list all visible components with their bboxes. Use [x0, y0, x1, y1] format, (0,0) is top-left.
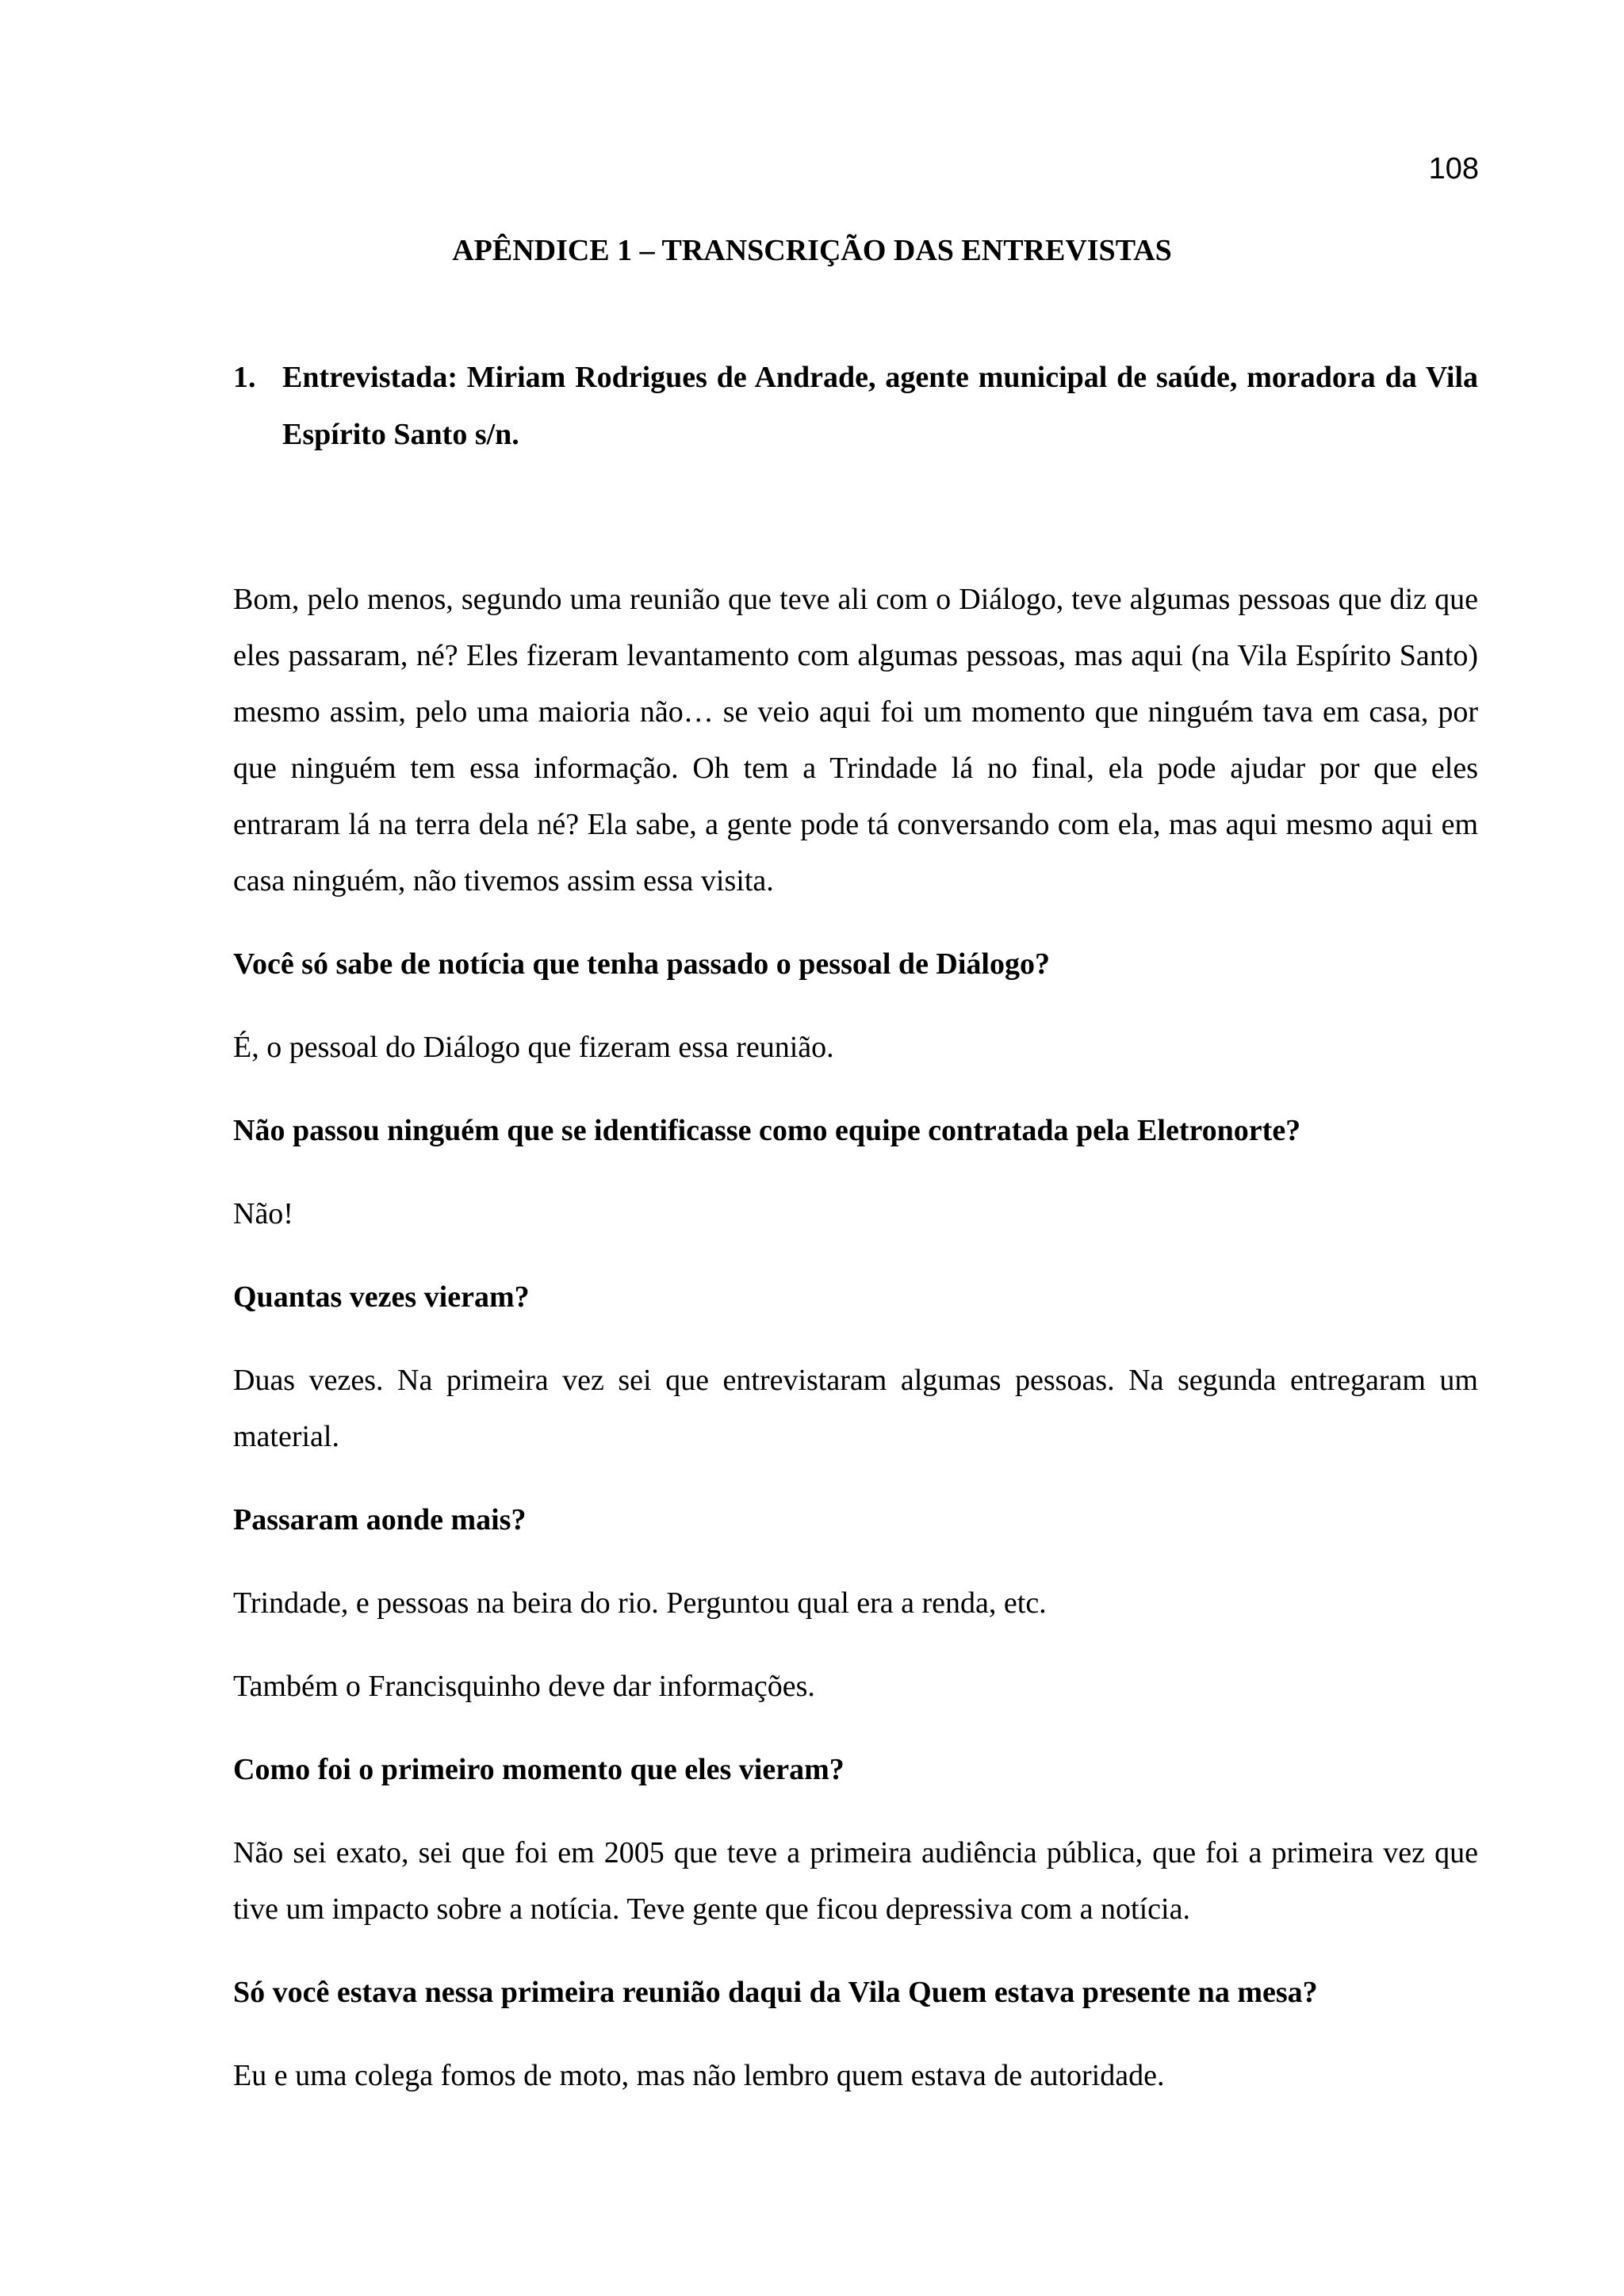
- transcript-answer: Bom, pelo menos, segundo uma reunião que teve ali com o Diálogo, teve algumas pessoas que diz que eles passaram, né? Eles fizeram levantamento com algumas pessoas, mas aqui (na Vila Espírito Santo) mesmo assim, pelo uma maioria não… se veio aqui foi um momento que ninguém tava em casa, por que ninguém tem essa informação. Oh tem a Trindade lá no final, ela pode ajudar por que eles entraram lá na terra dela né? Ela sabe, a gente pode tá conversando com ela, mas aqui mesmo aqui em casa ninguém, não tivemos assim essa visita.: [233, 583, 1478, 897]
- interviewee-item: [233, 349, 1478, 463]
- transcript-answer: Duas vezes. Na primeira vez sei que entrevistaram algumas pessoas. Na segunda entregaram um material.: [233, 1364, 1478, 1453]
- transcript-question: Não passou ninguém que se identificasse como equipe contratada pela Eletronorte?: [233, 1114, 1301, 1147]
- transcript-answer: Também o Francisquinho deve dar informações.: [233, 1670, 815, 1703]
- transcript-answer: Eu e uma colega fomos de moto, mas não lembro quem estava de autoridade.: [233, 2059, 1165, 2092]
- interviewee-number: 1.: [233, 361, 256, 394]
- transcript-answer: Não sei exato, sei que foi em 2005 que teve a primeira audiência pública, que foi a primeira vez que tive um impacto sobre a notícia. Teve gente que ficou depressiva com a notícia.: [233, 1836, 1478, 1926]
- transcript-question: Quantas vezes vieram?: [233, 1280, 530, 1314]
- interviewee-text: Entrevistada: Miriam Rodrigues de Andrade, agente municipal de saúde, moradora da Vila Espírito Santo s/n.: [282, 361, 1478, 451]
- transcript-answer: Trindade, e pessoas na beira do rio. Perguntou qual era a renda, etc.: [233, 1586, 1047, 1620]
- transcript-answer: Não!: [233, 1197, 293, 1230]
- page-number: 108: [1428, 152, 1479, 186]
- transcript-question: Passaram aonde mais?: [233, 1503, 527, 1536]
- transcript-answer: É, o pessoal do Diálogo que fizeram essa reunião.: [233, 1031, 834, 1064]
- transcript-question: Você só sabe de notícia que tenha passado o pessoal de Diálogo?: [233, 947, 1050, 981]
- transcript-question: Como foi o primeiro momento que eles vieram?: [233, 1753, 845, 1786]
- appendix-heading: APÊNDICE 1 – TRANSCRIÇÃO DAS ENTREVISTAS: [452, 234, 1172, 267]
- transcript-question: Só você estava nessa primeira reunião daqui da Vila Quem estava presente na mesa?: [233, 1976, 1318, 2009]
- transcript-body: [233, 572, 1478, 2104]
